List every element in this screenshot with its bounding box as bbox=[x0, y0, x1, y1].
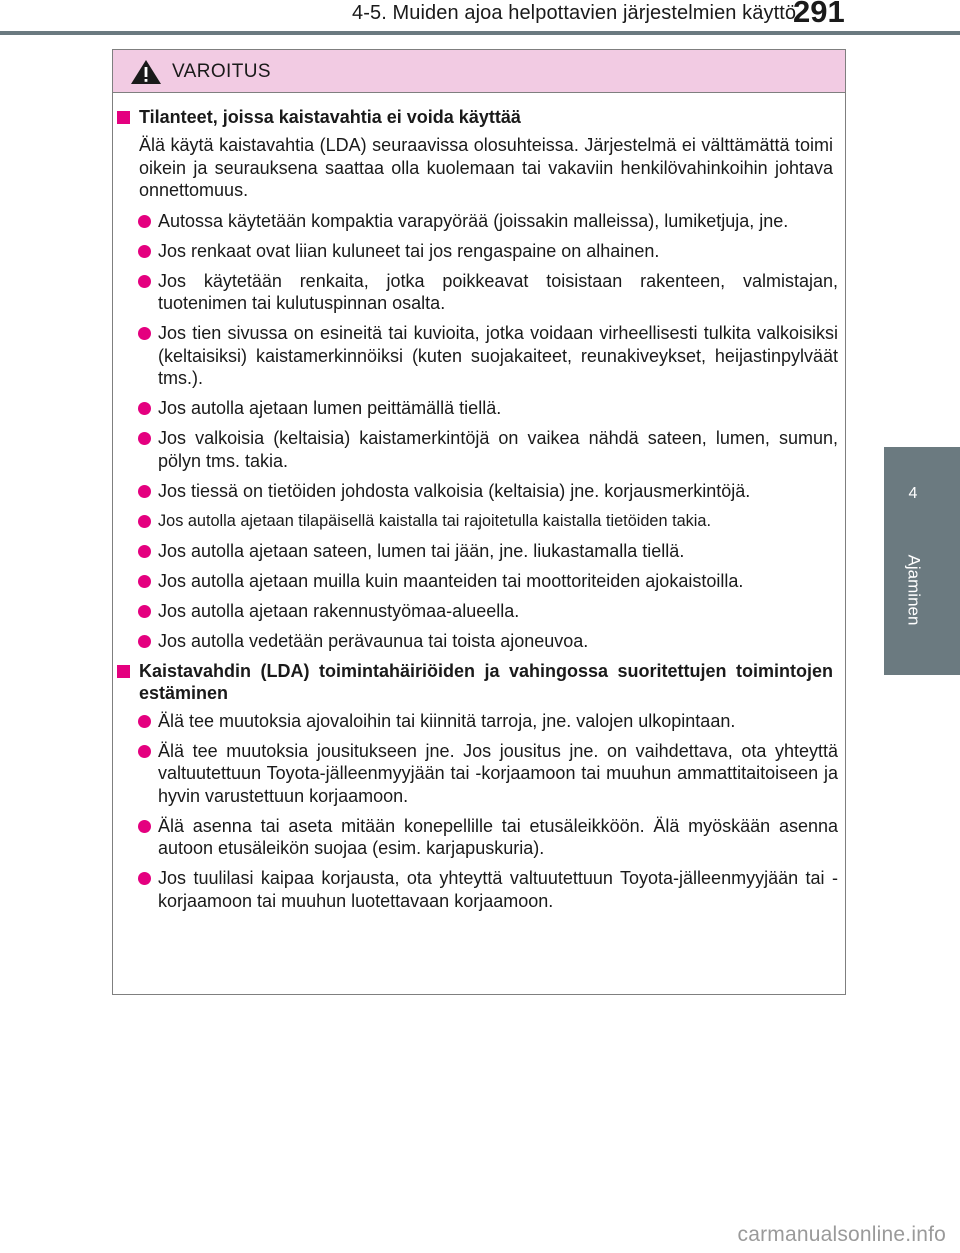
square-bullet-icon bbox=[117, 111, 130, 124]
section-title: 4-5. Muiden ajoa helpottavien järjestelmien käyttö bbox=[352, 2, 797, 24]
list-item: Jos autolla ajetaan rakennustyömaa-alueella. bbox=[113, 600, 845, 623]
page-number: 291 bbox=[793, 0, 845, 29]
header-rule bbox=[0, 31, 960, 35]
circle-bullet-icon bbox=[138, 402, 151, 415]
circle-bullet-icon bbox=[138, 327, 151, 340]
list-item: Jos autolla ajetaan sateen, lumen tai jään, jne. liukastamalla tiellä. bbox=[113, 540, 845, 563]
circle-bullet-icon bbox=[138, 545, 151, 558]
circle-bullet-icon bbox=[138, 515, 151, 528]
circle-bullet-icon bbox=[138, 715, 151, 728]
list-item: Jos käytetään renkaita, jotka poikkeavat toisistaan rakenteen, valmistajan, tuotenimen tai kulutuspinnan osalta. bbox=[113, 270, 845, 315]
section-heading: Tilanteet, joissa kaistavahtia ei voida käyttää bbox=[113, 106, 845, 128]
circle-bullet-icon bbox=[138, 820, 151, 833]
chapter-title: Ajaminen bbox=[904, 554, 923, 626]
list-item: Jos renkaat ovat liian kuluneet tai jos rengaspaine on alhainen. bbox=[113, 240, 845, 263]
chapter-title-wrap bbox=[884, 525, 942, 655]
list-item: Älä tee muutoksia ajovaloihin tai kiinnitä tarroja, jne. valojen ulkopintaan. bbox=[113, 710, 845, 733]
list-item: Älä tee muutoksia jousitukseen jne. Jos jousitus jne. on vaihdettava, ota yhteyttä valtuutettuun Toyota-jälleenmyyjään tai -korjaamoon tai muuhun ammattitaitoiseen ja hyvin varustettuun korjaamoon. bbox=[113, 740, 845, 808]
list-item: Jos autolla ajetaan tilapäisellä kaistalla tai rajoitetulla kaistalla tietöiden takia. bbox=[113, 510, 845, 533]
circle-bullet-icon bbox=[138, 485, 151, 498]
list-item: Autossa käytetään kompaktia varapyörää (joissakin malleissa), lumiketjuja, jne. bbox=[113, 210, 845, 233]
chapter-number: 4 bbox=[908, 485, 918, 502]
warning-box bbox=[112, 49, 846, 995]
warning-title: VAROITUS bbox=[172, 61, 271, 82]
circle-bullet-icon bbox=[138, 245, 151, 258]
list-item: Jos autolla vedetään perävaunua tai toista ajoneuvoa. bbox=[113, 630, 845, 653]
watermark: carmanualsonline.info bbox=[737, 1223, 946, 1246]
section-heading: Kaistavahdin (LDA) toimintahäiriöiden ja vahingossa suoritettujen toimintojen estäminen bbox=[113, 660, 845, 704]
list-item: Älä asenna tai aseta mitään konepellille tai etusäleikköön. Älä myöskään asenna autoon etusäleikön suojaa (esim. karjapuskuria). bbox=[113, 815, 845, 860]
warning-triangle-icon bbox=[130, 59, 162, 85]
list-item: Jos autolla ajetaan muilla kuin maanteiden tai moottoriteiden ajokaistoilla. bbox=[113, 570, 845, 593]
warning-header bbox=[113, 50, 845, 93]
list-item: Jos tuulilasi kaipaa korjausta, ota yhteyttä valtuutettuun Toyota-jälleenmyyjään tai -korjaamoon tai muuhun luotettavaan korjaamoon. bbox=[113, 867, 845, 912]
circle-bullet-icon bbox=[138, 605, 151, 618]
circle-bullet-icon bbox=[138, 635, 151, 648]
circle-bullet-icon bbox=[138, 575, 151, 588]
circle-bullet-icon bbox=[138, 872, 151, 885]
intro-paragraph: Älä käytä kaistavahtia (LDA) seuraavissa olosuhteissa. Järjestelmä ei välttämättä toimi oikein ja seurauksena saattaa olla kuolemaan tai vakaviin henkilövahinkoihin johtava onnettomuus. bbox=[139, 135, 833, 200]
list-item: Jos tien sivussa on esineitä tai kuvioita, jotka voidaan virheellisesti tulkita valkoisiksi (keltaisiksi) kaistamerkinnöiksi (kuten suojakaiteet, reunakiveykset, heijastinpylväät tms.). bbox=[113, 322, 845, 390]
list-item: Jos autolla ajetaan lumen peittämällä tiellä. bbox=[113, 397, 845, 420]
list-item: Jos tiessä on tietöiden johdosta valkoisia (keltaisia) jne. korjausmerkintöjä. bbox=[113, 480, 845, 503]
circle-bullet-icon bbox=[138, 432, 151, 445]
circle-bullet-icon bbox=[138, 275, 151, 288]
warning-body bbox=[113, 106, 845, 920]
list-item: Jos valkoisia (keltaisia) kaistamerkintöjä on vaikea nähdä sateen, lumen, sumun, pölyn tms. takia. bbox=[113, 427, 845, 472]
circle-bullet-icon bbox=[138, 215, 151, 228]
square-bullet-icon bbox=[117, 665, 130, 678]
circle-bullet-icon bbox=[138, 745, 151, 758]
